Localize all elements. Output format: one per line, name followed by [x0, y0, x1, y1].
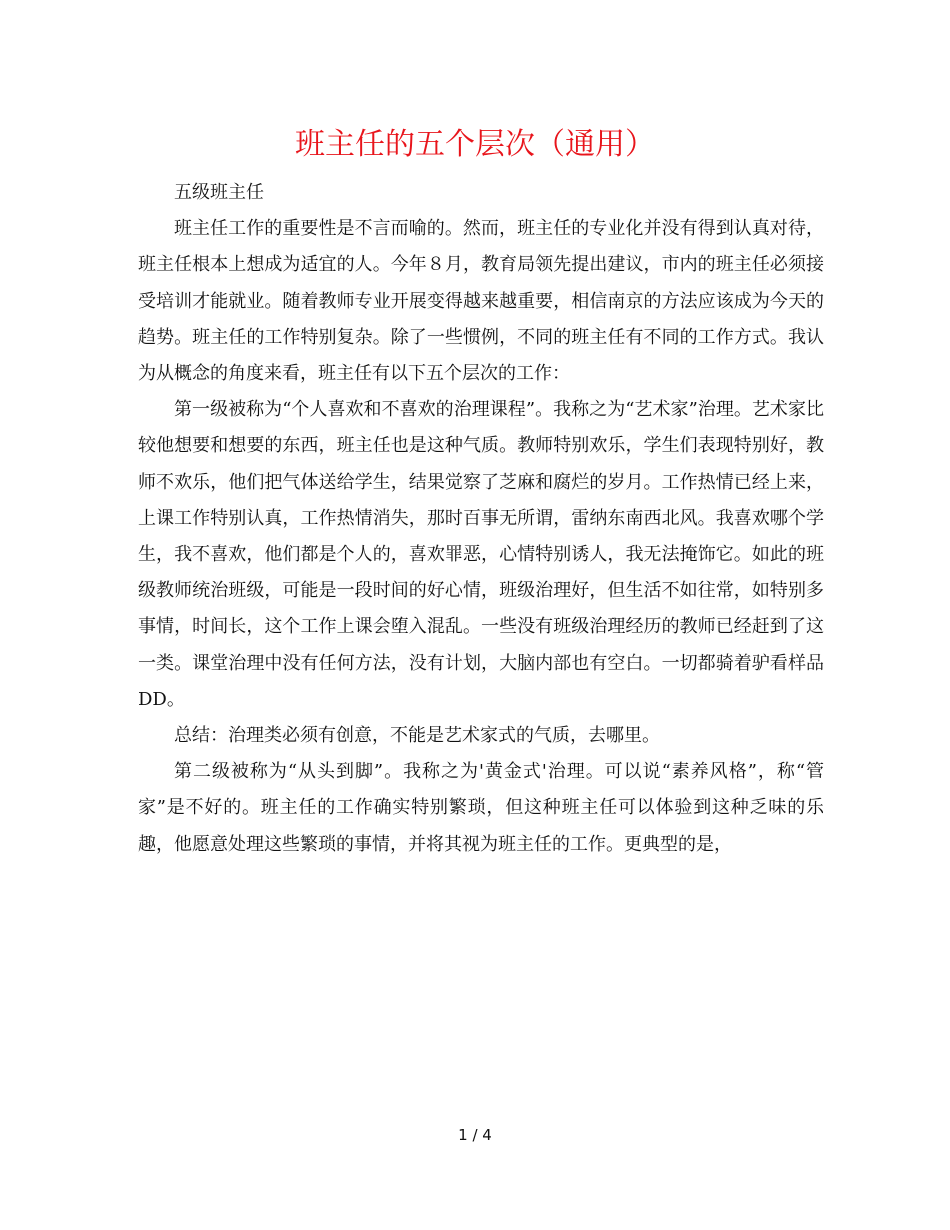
paragraph: 班主任工作的重要性是不言而喻的。然而，班主任的专业化并没有得到认真对待，班主任根本上想成为适宜的人。今年８月，教育局领先提出建议，市内的班主任必须接受培训才能就业。随着教师专业开展变得越来越重要，相信南京的方法应该成为今天的趋势。班主任的工作特别复杂。除了一些惯例，不同的班主任有不同的工作方式。我认为从概念的角度来看，班主任有以下五个层次的工作：	[138, 218, 824, 385]
paragraph: 第一级被称为“个人喜欢和不喜欢的治理课程”。我称之为“艺术家”治理。艺术家比较他想要和想要的东西，班主任也是这种气质。教师特别欢乐，学生们表现特别好，教师不欢乐，他们把气体送给学生，结果觉察了芝麻和腐烂的岁月。工作热情已经上来，上课工作特别认真，工作热情消失，那时百事无所谓，雷纳东南西北风。我喜欢哪个学生，我不喜欢，他们都是个人的，喜欢罪恶，心情特别诱人，我无法掩饰它。如此的班级教师统治班级，可能是一段时间的好心情，班级治理好，但生活不如往常，如特别多事情，时间长，这个工作上课会堕入混乱。一些没有班级治理经历的教师已经赶到了这一类。课堂治理中没有任何方法，没有计划，大脑内部也有空白。一切都骑着驴看样品DD。	[138, 399, 824, 710]
section-heading: 五级班主任	[174, 182, 264, 203]
page-number: 1 / 4	[458, 1126, 492, 1144]
page-title: 班主任的五个层次（通用）	[295, 127, 655, 162]
paragraph: 第二级被称为“从头到脚”。我称之为'黄金式'治理。可以说“素养风格”，称“管家”是不好的。班主任的工作确实特别繁琐，但这种班主任可以体验到这种乏味的乐趣，他愿意处理这些繁琐的事情，并将其视为班主任的工作。更典型的是，	[138, 761, 824, 855]
document-body	[138, 175, 824, 863]
paragraph: 总结：治理类必须有创意，不能是艺术家式的气质，去哪里。	[174, 725, 660, 747]
